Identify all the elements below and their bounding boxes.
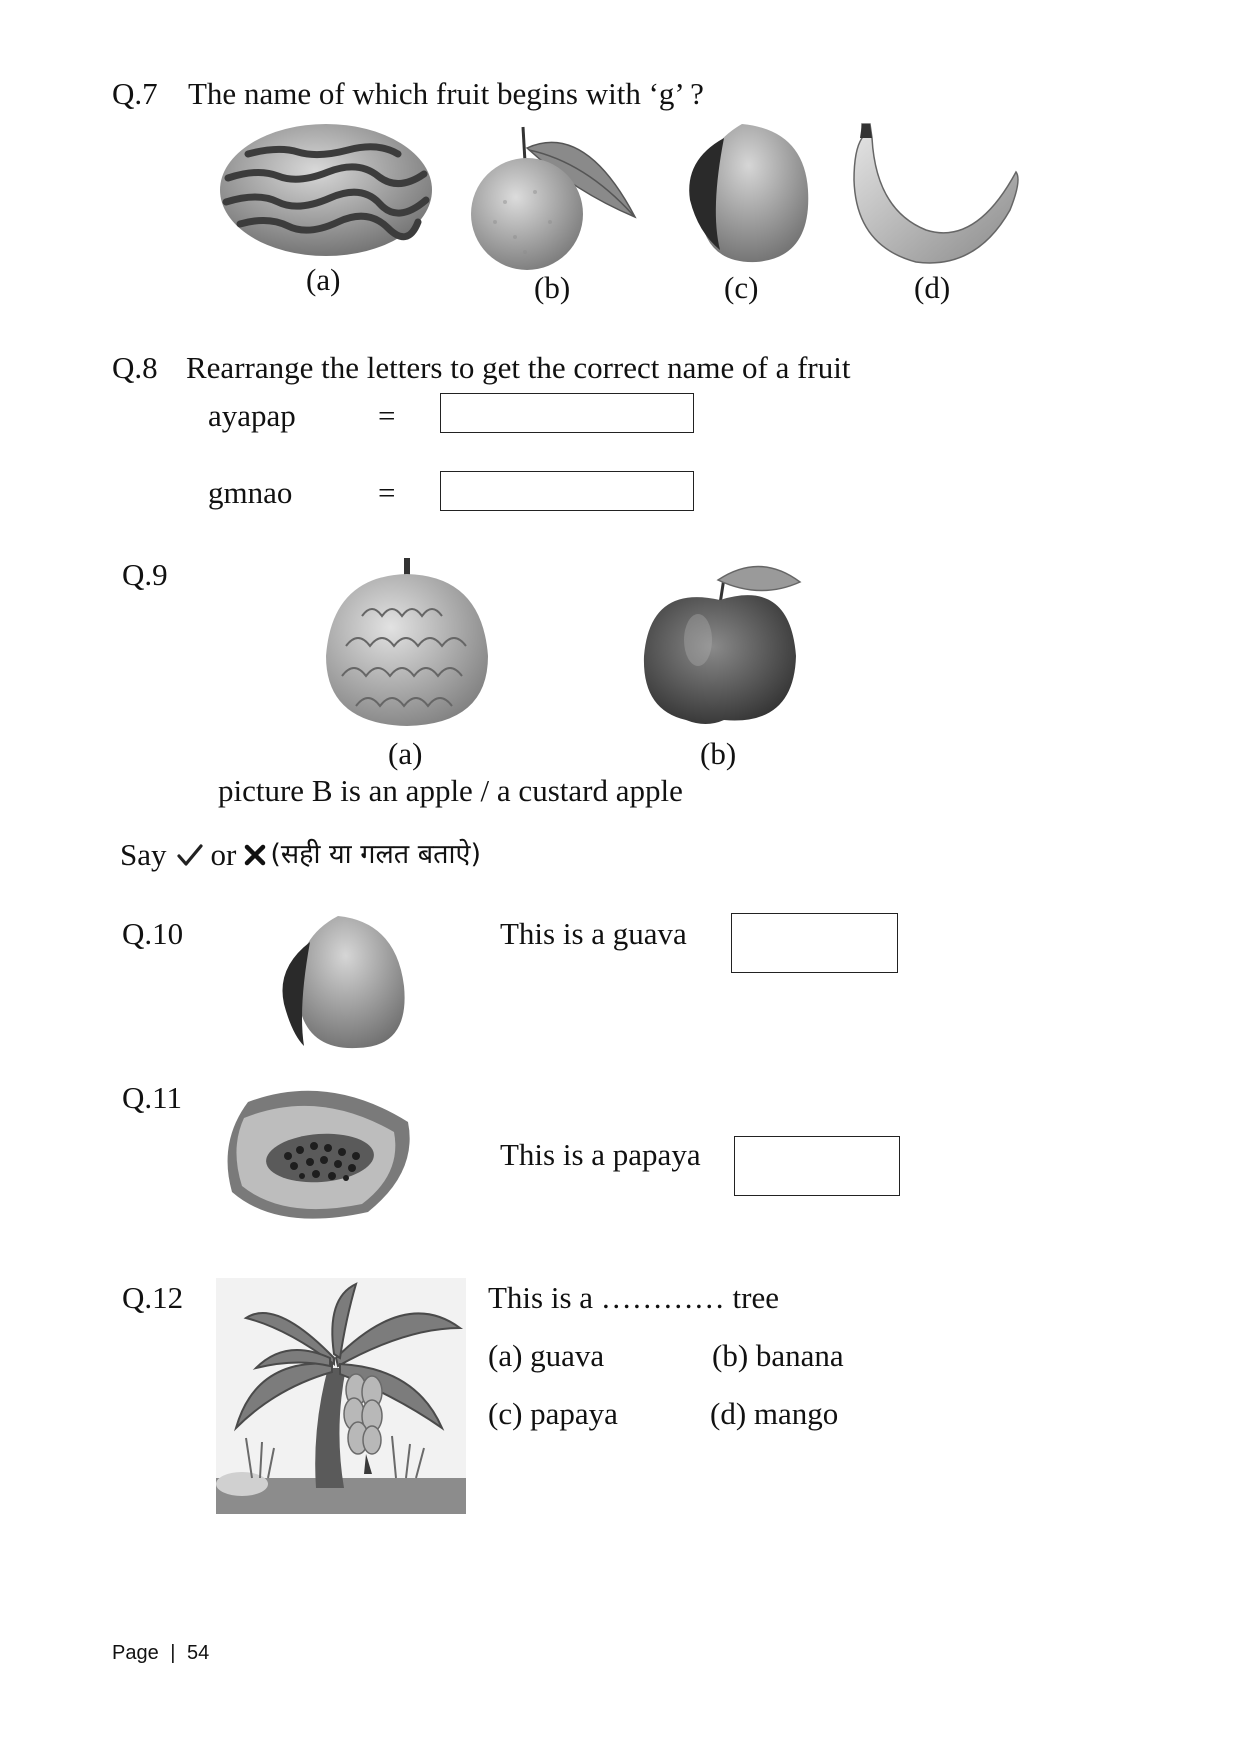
q7-question: The name of which fruit begins with ‘g’ ? (188, 76, 704, 111)
cross-mark-icon (244, 844, 266, 866)
q11-statement: This is a papaya (500, 1137, 701, 1172)
q8-jumbled-word-1: ayapap (208, 398, 296, 433)
orange-image (465, 122, 640, 272)
page-footer (112, 1642, 209, 1665)
mango-image (684, 120, 814, 268)
true-false-instruction (120, 837, 481, 873)
q10-mango-image (276, 912, 412, 1052)
page-separator: | (170, 1642, 176, 1664)
page-label: Page (112, 1642, 159, 1664)
q8-answer-box-1[interactable] (440, 393, 694, 433)
q8-answer-box-2[interactable] (440, 471, 694, 511)
check-mark-icon (177, 843, 203, 867)
q10-answer-box[interactable] (731, 913, 898, 973)
banana-image (846, 120, 1021, 270)
q7-option-b-label: (b) (534, 270, 571, 305)
q9-number: Q.9 (122, 557, 168, 592)
custard-apple-image (322, 556, 492, 728)
papaya-image (218, 1082, 418, 1228)
q7-option-a-label: (a) (306, 262, 341, 297)
watermelon-image (218, 120, 436, 260)
q9-statement: picture B is an apple / a custard apple (218, 773, 683, 808)
q12-option-a[interactable]: (a) guava (488, 1338, 605, 1373)
or-text: or (210, 837, 237, 872)
q10-statement: This is a guava (500, 916, 687, 951)
q12-statement: This is a ………… tree (488, 1280, 780, 1315)
q12-option-d[interactable]: (d) mango (710, 1396, 839, 1431)
q8-equals-2: = (378, 475, 396, 510)
q12-option-c[interactable]: (c) papaya (488, 1396, 618, 1431)
q8-question: Rearrange the letters to get the correct name of a fruit (186, 350, 851, 385)
q12-option-b[interactable]: (b) banana (712, 1338, 844, 1373)
q7-option-c-label: (c) (724, 270, 759, 305)
q9-option-a-label: (a) (388, 736, 423, 771)
q8-equals-1: = (378, 398, 396, 433)
banana-tree-image (216, 1278, 466, 1514)
page-number: 54 (187, 1642, 210, 1664)
q11-answer-box[interactable] (734, 1136, 900, 1196)
q7-number: Q.7 (112, 76, 158, 111)
hindi-instruction: (सही या गलत बताऐ) (270, 839, 482, 870)
q8-jumbled-word-2: gmnao (208, 475, 293, 510)
q10-number: Q.10 (122, 916, 184, 951)
q8-number: Q.8 (112, 350, 158, 385)
q9-option-b-label: (b) (700, 736, 737, 771)
q12-number: Q.12 (122, 1280, 184, 1315)
say-text: Say (120, 837, 167, 872)
q7-option-d-label: (d) (914, 270, 951, 305)
q11-number: Q.11 (122, 1080, 182, 1115)
apple-image (640, 560, 805, 728)
